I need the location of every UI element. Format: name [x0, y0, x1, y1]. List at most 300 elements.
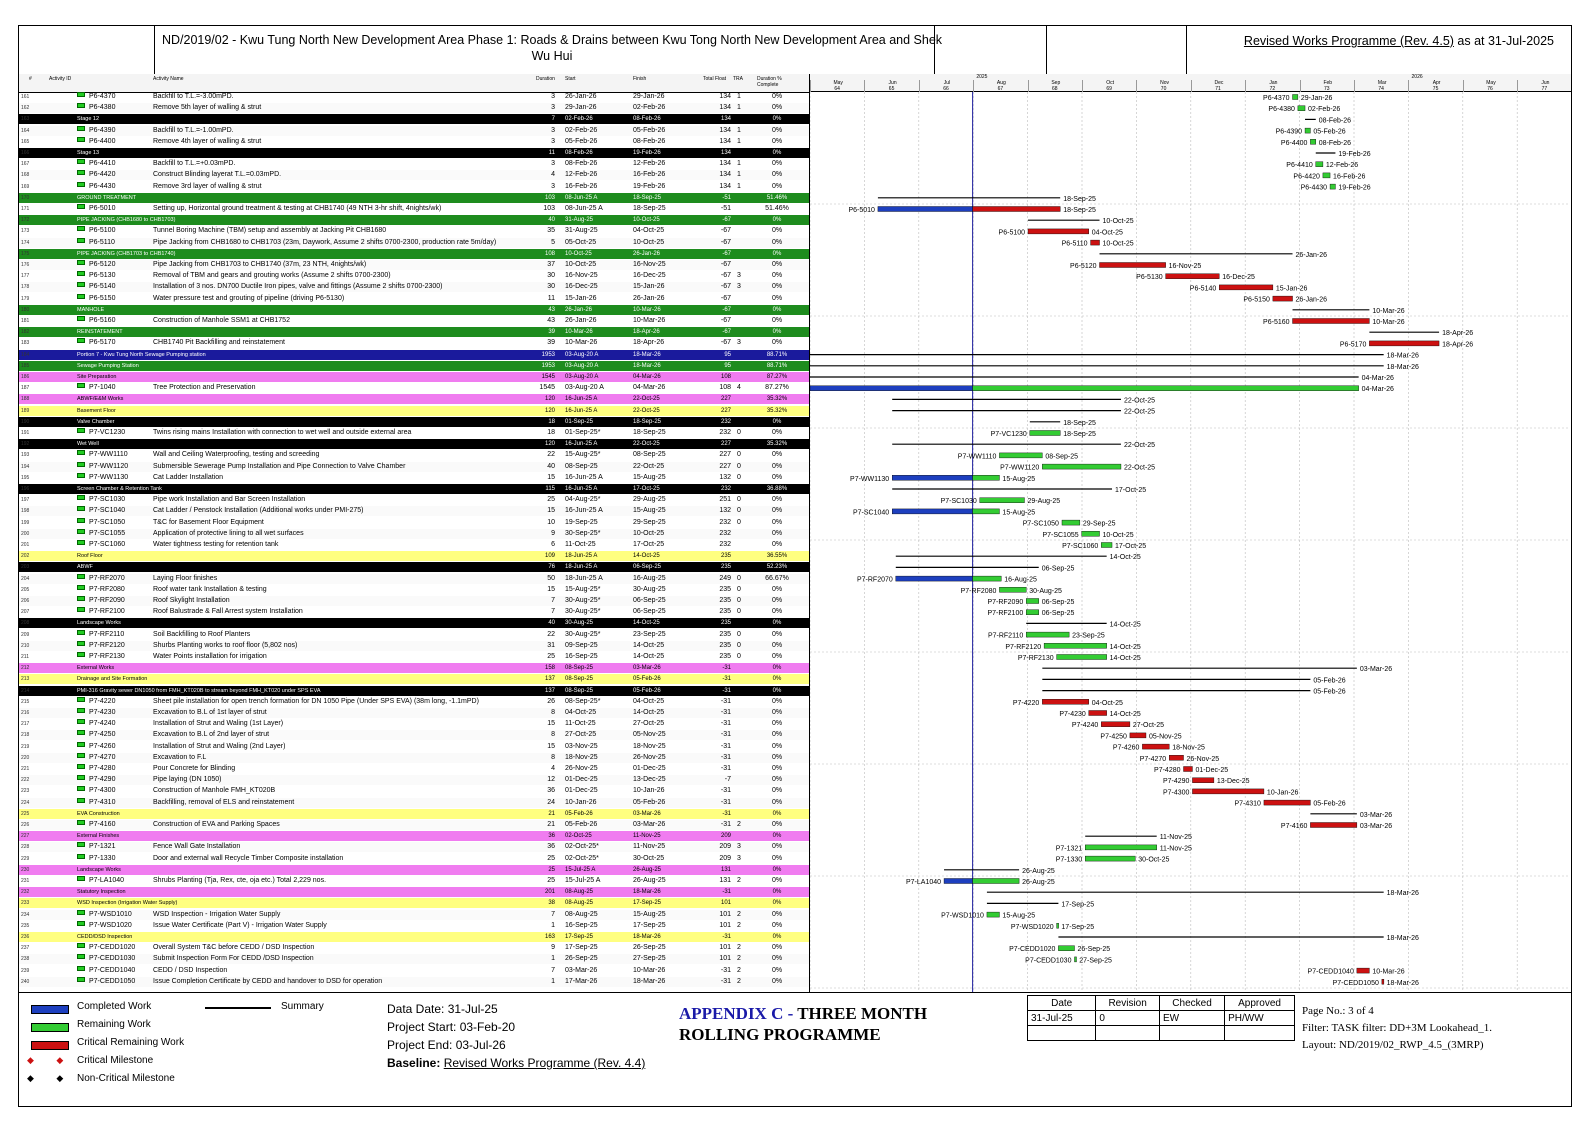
baseline-label: Baseline: [387, 1056, 444, 1070]
cell-dur: 36 [548, 833, 555, 840]
cell-dur: 36 [547, 843, 555, 851]
cell-tf: 249 [719, 574, 731, 582]
cell-id: P6-4410 [89, 160, 116, 168]
critical-bar [1293, 319, 1370, 324]
table-row[interactable] [19, 854, 809, 864]
legend-noncrit-milestone: Non-Critical Milestone [77, 1073, 175, 1084]
cell-pct: 0% [772, 620, 782, 627]
cell-dur: 30 [547, 272, 555, 280]
cell-dur: 120 [544, 441, 555, 448]
bar-label-left: P7-WSD1010 [941, 912, 984, 920]
table-row[interactable] [19, 708, 809, 718]
cell-finish: 05-Feb-26 [633, 126, 666, 134]
table-row[interactable] [19, 338, 809, 348]
cell-finish: 03-Mar-26 [633, 821, 666, 828]
cell-start: 26-Nov-25 [565, 765, 598, 772]
cell-finish: 29-Jan-26 [633, 93, 665, 100]
activity-icon [77, 876, 85, 881]
table-row[interactable] [19, 327, 809, 337]
cell-dur: 15 [547, 473, 555, 481]
table-row[interactable] [19, 238, 809, 248]
cell-n: 168 [21, 172, 30, 179]
cell-dur: 40 [547, 462, 555, 470]
cell-finish: 01-Dec-25 [633, 765, 666, 772]
month-label: Mar [1354, 80, 1409, 92]
cell-pct: 0% [771, 709, 783, 716]
table-row[interactable] [19, 473, 809, 483]
cell-id: P7-CEDD1020 [89, 944, 136, 952]
cell-id: P7-RF2080 [89, 585, 125, 593]
activity-icon [77, 204, 85, 209]
completed-bar [810, 386, 973, 391]
cell-tra: 1 [737, 104, 741, 112]
cell-dur: 7 [551, 597, 555, 604]
table-row[interactable] [19, 551, 809, 561]
table-row[interactable] [19, 204, 809, 214]
bar-label-left: P7-1330 [1055, 856, 1083, 864]
activity-icon [77, 473, 85, 478]
bar-label-right: 03-Mar-26 [1359, 666, 1393, 674]
cell-tf: -31 [720, 798, 731, 806]
cell-n: 186 [21, 374, 30, 380]
table-row[interactable] [19, 126, 809, 136]
cell-tf: -7 [724, 776, 731, 784]
cell-start: 15-Aug-25* [565, 585, 601, 593]
cell-finish: 04-Mar-26 [633, 374, 661, 380]
critical-bar [1028, 229, 1089, 234]
table-row[interactable] [19, 686, 809, 696]
bar-label-right: 11-Nov-25 [1159, 845, 1192, 853]
cell-n: 210 [21, 642, 30, 649]
cell-finish: 22-Oct-25 [633, 441, 660, 448]
critical-bar [1130, 733, 1146, 738]
col-tra: TRA [733, 76, 743, 82]
table-row[interactable] [19, 910, 809, 920]
bar-label-right: 15-Aug-25 [1002, 912, 1036, 920]
table-row[interactable] [19, 921, 809, 931]
table-row[interactable] [19, 316, 809, 326]
cell-finish: 10-Oct-25 [633, 217, 660, 224]
table-row[interactable] [19, 114, 809, 124]
table-row[interactable] [19, 742, 809, 752]
cell-dur: 25 [548, 866, 555, 873]
cell-dur: 40 [548, 217, 555, 224]
cell-start: 16-Nov-25 [565, 272, 598, 280]
cell-tf: -31 [722, 889, 731, 896]
table-row[interactable] [19, 92, 809, 102]
cell-name: WSD Inspection - Irrigation Water Supply [153, 910, 281, 918]
table-row[interactable] [19, 282, 809, 292]
cell-start: 03-Nov-25 [565, 742, 598, 750]
table-row[interactable] [19, 226, 809, 236]
cell-name: Submit Inspection Form For CEDD /DSD Inspection [153, 955, 314, 963]
cell-id: P7-4270 [89, 753, 116, 761]
table-row[interactable] [19, 641, 809, 651]
cell-pct: 0% [772, 665, 782, 672]
cell-tra: 3 [737, 843, 741, 851]
remaining-bar [1305, 128, 1310, 133]
cell-name: Cat Ladder Installation [153, 473, 224, 481]
cell-name: Water tightness testing for retention tank [153, 541, 279, 548]
table-row[interactable] [19, 260, 809, 270]
bar-label-right: 10-Jan-26 [1266, 789, 1299, 797]
legend-completed-swatch [31, 1005, 69, 1014]
cell-pct: 0% [771, 339, 783, 347]
table-row[interactable] [19, 954, 809, 964]
bar-label-right: 30-Oct-25 [1138, 856, 1170, 864]
cell-pct: 0% [771, 171, 783, 179]
table-row[interactable] [19, 428, 809, 438]
table-row[interactable] [19, 798, 809, 808]
table-row[interactable] [19, 898, 809, 908]
cell-dur: 9 [551, 529, 555, 537]
table-row[interactable] [19, 887, 809, 897]
cell-finish: 13-Dec-25 [633, 776, 666, 784]
cell-pct: 66.67% [765, 574, 789, 582]
cell-n: 170 [21, 194, 30, 201]
cell-start: 16-Jun-25 A [565, 441, 598, 448]
bar-label-left: P7-4240 [1071, 722, 1099, 730]
cell-finish: 17-Oct-25 [633, 541, 665, 548]
table-row[interactable] [19, 663, 809, 673]
activity-icon [77, 137, 85, 142]
table-row[interactable] [19, 753, 809, 763]
cell-start: 01-Dec-25 [565, 776, 598, 784]
cell-finish: 02-Feb-26 [633, 104, 666, 112]
cell-n: 172 [21, 217, 30, 224]
table-row[interactable] [19, 361, 809, 371]
cell-finish: 10-Mar-26 [633, 317, 666, 324]
cell-id: P6-4370 [89, 93, 116, 100]
table-row[interactable] [19, 943, 809, 953]
cell-name: Installation of 3 nos. DN700 Ductile Iron pipes, valve and fittings (Assume 2 shifts 0700-2300) [153, 283, 443, 291]
cell-n: 208 [21, 620, 30, 627]
table-row[interactable] [19, 394, 809, 404]
cell-start: 18-Jun-25 A [565, 564, 598, 571]
period-label: 73 [1324, 86, 1330, 92]
cell-start: 30-Sep-25* [565, 529, 601, 537]
bar-label-right: 16-Nov-25 [1168, 263, 1202, 270]
cell-name: Installation of Strut and Waling (1st Layer) [153, 720, 284, 728]
cell-dur: 22 [547, 630, 555, 638]
bar-label-left: P7-WSD1020 [1010, 923, 1054, 931]
cell-start: 02-Oct-25 [565, 833, 592, 840]
cell-tf: 227 [720, 441, 731, 448]
cell-tf: 227 [719, 451, 731, 459]
cell-tra: 0 [737, 462, 741, 470]
period-label: 77 [1541, 86, 1548, 92]
table-row[interactable] [19, 540, 809, 550]
bar-label-left: P7-4230 [1059, 711, 1086, 718]
cell-finish: 18-Mar-26 [633, 934, 661, 940]
bar-label-left: P7-RF2090 [987, 599, 1024, 606]
cell-dur: 8 [551, 709, 555, 716]
cell-pct: 52.23% [766, 564, 788, 571]
table-row[interactable] [19, 596, 809, 606]
cell-n: 230 [21, 866, 30, 873]
cell-tra: 2 [737, 944, 741, 952]
bar-label-right: 10-Oct-25 [1102, 218, 1134, 226]
baseline-link[interactable]: Revised Works Programme (Rev. 4.4) [443, 1056, 646, 1070]
cell-tf: 232 [719, 429, 731, 436]
cell-tf: -31 [722, 665, 731, 672]
cell-id: P7-SC1050 [89, 518, 126, 526]
cell-finish: 17-Sep-25 [633, 921, 666, 929]
remaining-bar [987, 912, 1000, 917]
cell-name: Construction of Manhole FMH_KT020B [153, 787, 276, 795]
cell-n: 173 [21, 228, 30, 235]
layout-text: Layout: ND/2019/02_RWP_4.5_(3MRP) [1302, 1039, 1484, 1051]
cell-id: External Finishes [77, 833, 120, 840]
table-row[interactable] [19, 170, 809, 180]
cell-tra: 4 [737, 384, 741, 392]
cell-name: Application of protective lining to all wet surfaces [153, 529, 304, 537]
table-row[interactable] [19, 730, 809, 740]
critical-bar [1310, 823, 1356, 828]
bar-label-left: P7-SC1030 [940, 498, 977, 506]
table-row[interactable] [19, 562, 809, 572]
cell-id: Portion 7 - Kwu Tung North Sewage Pumping station [77, 351, 206, 358]
table-row[interactable] [19, 159, 809, 169]
table-row[interactable] [19, 484, 809, 494]
table-row[interactable] [19, 820, 809, 830]
activity-icon [77, 92, 85, 97]
cell-pct: 0% [771, 317, 783, 324]
table-row[interactable] [19, 495, 809, 505]
table-row[interactable] [19, 350, 809, 360]
cell-pct: 0% [771, 541, 783, 548]
remaining-bar [1074, 957, 1076, 962]
cell-tf: -31 [720, 821, 731, 828]
table-row[interactable] [19, 809, 809, 819]
cell-n: 180 [21, 306, 30, 313]
table-row[interactable] [19, 932, 809, 942]
activity-icon [77, 226, 85, 231]
table-row[interactable] [19, 450, 809, 460]
bar-label-right: 18-Sep-25 [1063, 419, 1096, 427]
table-row[interactable] [19, 148, 809, 158]
bar-label-right: 18-Mar-26 [1386, 979, 1419, 987]
bar-label-left: P7-SC1060 [1062, 543, 1099, 550]
cell-n: 169 [21, 183, 30, 190]
cell-finish: 14-Oct-25 [633, 641, 665, 649]
cell-id: P6-5110 [89, 238, 115, 246]
table-row[interactable] [19, 215, 809, 225]
cell-n: 204 [21, 575, 30, 582]
cell-finish: 18-Sep-25 [633, 418, 662, 425]
cell-n: 205 [21, 586, 30, 593]
revision-link[interactable]: Revised Works Programme (Rev. 4.5) [1243, 34, 1454, 48]
cell-id: ABWF [77, 564, 93, 571]
period-label: 64 [834, 86, 840, 92]
table-row[interactable] [19, 652, 809, 662]
cell-tf: -31 [720, 731, 731, 739]
table-row[interactable] [19, 618, 809, 628]
cell-id: P7-SC1055 [89, 529, 126, 537]
remaining-bar [1026, 632, 1069, 637]
cell-pct: 0% [771, 473, 783, 481]
cell-tf: 235 [720, 620, 731, 627]
table-row[interactable] [19, 585, 809, 595]
cell-start: 03-Aug-20 A [565, 384, 604, 392]
table-row[interactable] [19, 383, 809, 393]
cell-n: 224 [21, 799, 30, 806]
table-row[interactable] [19, 786, 809, 796]
data-date: Data Date: 31-Jul-25 [387, 1002, 498, 1016]
cell-pct: 0% [772, 116, 782, 123]
table-row[interactable] [19, 271, 809, 281]
bar-label-right: 22-Oct-25 [1123, 408, 1156, 416]
cell-tf: -67 [722, 217, 731, 224]
cell-n: 211 [21, 654, 29, 660]
remaining-bar [973, 576, 1002, 581]
cell-name: Fence Wall Gate Installation [153, 843, 241, 851]
appendix-title [679, 1003, 927, 1045]
bar-label-left: P7-RF2120 [1005, 643, 1042, 651]
cell-dur: 36 [547, 787, 555, 795]
completed-bar [896, 576, 973, 581]
cell-pct: 0% [771, 921, 783, 929]
table-row[interactable] [19, 966, 809, 976]
month-label: Feb [1300, 80, 1355, 92]
cell-start: 10-Oct-25 [565, 250, 592, 257]
table-row[interactable] [19, 764, 809, 774]
cell-start: 16-Jun-25 A [565, 473, 603, 481]
cell-name: Setting up, Horizontal ground treatment & testing at CHB1740 (49 NTH 3-hr shift, 4nights/wk) [153, 205, 442, 212]
table-row[interactable] [19, 182, 809, 192]
cell-tf: 209 [720, 833, 731, 840]
table-row[interactable] [19, 775, 809, 785]
cell-id: P6-5130 [89, 272, 116, 280]
cell-n: 220 [21, 754, 30, 761]
bar-label-left: P6-5130 [1136, 274, 1163, 282]
remaining-bar [973, 386, 1359, 391]
cell-id: P7-1330 [89, 854, 116, 862]
cell-pct: 0% [772, 900, 782, 907]
cell-n: 221 [21, 766, 30, 772]
cell-n: 200 [21, 530, 30, 537]
table-row[interactable] [19, 439, 809, 449]
cell-start: 08-Jun-25 A [565, 194, 598, 201]
table-row[interactable] [19, 831, 809, 841]
cell-start: 05-Feb-26 [565, 137, 598, 145]
cell-finish: 22-Oct-25 [633, 396, 660, 403]
cell-finish: 16-Aug-25 [633, 574, 666, 582]
bar-label-right: 30-Aug-25 [1029, 587, 1062, 595]
bar-label-left: P6-4410 [1286, 162, 1313, 170]
cell-id: P7-4230 [89, 709, 116, 716]
cell-tf: -67 [720, 283, 731, 291]
table-row[interactable] [19, 193, 809, 203]
cell-id: P7-4290 [89, 776, 116, 784]
cell-finish: 23-Sep-25 [633, 630, 666, 638]
cell-dur: 158 [544, 665, 555, 672]
table-row[interactable] [19, 417, 809, 427]
cell-finish: 26-Aug-25 [633, 877, 666, 884]
table-row[interactable] [19, 842, 809, 852]
table-row[interactable] [19, 865, 809, 875]
table-row[interactable] [19, 977, 809, 987]
cell-tf: 235 [720, 553, 731, 560]
bar-label-right: 18-Sep-25 [1063, 207, 1096, 214]
table-row[interactable] [19, 518, 809, 528]
table-row[interactable] [19, 506, 809, 516]
cell-dur: 40 [548, 620, 555, 627]
bar-label-right: 17-Oct-25 [1115, 543, 1147, 550]
bar-label-left: P7-WW1130 [850, 475, 890, 483]
cell-name: Door and external wall Recycle Timber Composite installation [153, 854, 344, 862]
cell-name: Backfill to T.L.=+0.03mPD. [153, 160, 236, 168]
activity-icon [77, 316, 85, 321]
legend-remaining: Remaining Work [77, 1019, 151, 1030]
table-row[interactable] [19, 607, 809, 617]
cell-finish: 06-Sep-25 [633, 608, 666, 616]
cell-name: Laying Floor finishes [153, 574, 218, 582]
table-row[interactable] [19, 372, 809, 382]
bar-label-right: 04-Oct-25 [1091, 229, 1123, 237]
cell-dur: 1953 [541, 362, 555, 369]
cell-n: 162 [21, 105, 30, 112]
legend-crit-milestone: Critical Milestone [77, 1055, 154, 1066]
table-row[interactable] [19, 305, 809, 315]
bar-label-left: P7-4160 [1280, 823, 1308, 830]
cell-tf: 131 [719, 877, 731, 884]
cell-id: P7-WW1130 [89, 473, 129, 481]
remaining-bar [1030, 431, 1060, 436]
remaining-bar [1323, 173, 1330, 178]
table-row[interactable] [19, 103, 809, 113]
bar-label-right: 13-Dec-25 [1216, 778, 1250, 786]
bar-label-right: 14-Oct-25 [1109, 621, 1141, 629]
blank-cell-2 [1047, 26, 1187, 74]
table-row[interactable] [19, 674, 809, 684]
activity-icon [77, 294, 85, 299]
cell-id: P7-RF2070 [89, 574, 125, 582]
bar-label-right: 18-Nov-25 [1172, 744, 1205, 752]
remaining-bar [1058, 946, 1074, 951]
table-row[interactable] [19, 697, 809, 707]
cell-pct: 0% [771, 429, 783, 436]
bar-label-right: 14-Oct-25 [1109, 655, 1141, 662]
cell-name: Backfilling, removal of ELS and reinstatement [153, 798, 295, 806]
table-row[interactable] [19, 406, 809, 416]
table-row[interactable] [19, 137, 809, 147]
activity-icon [77, 529, 85, 534]
bar-label-right: 26-Aug-25 [1022, 879, 1055, 886]
cell-n: 218 [21, 732, 30, 739]
cell-dur: 163 [544, 934, 555, 940]
cell-dur: 1545 [539, 384, 555, 392]
cell-start: 01-Sep-25 [565, 418, 594, 425]
cell-pct: 36.88% [766, 486, 788, 492]
activity-icon [77, 450, 85, 455]
table-row[interactable] [19, 630, 809, 640]
cell-pct: 0% [771, 137, 783, 145]
cell-start: 16-Feb-26 [565, 182, 598, 190]
table-row[interactable] [19, 462, 809, 472]
table-row[interactable] [19, 574, 809, 584]
project-start: Project Start: 03-Feb-20 [387, 1020, 516, 1034]
cell-name: Wall and Ceiling Waterproofing, testing and screeding [153, 451, 320, 459]
table-row[interactable] [19, 876, 809, 886]
table-row[interactable] [19, 294, 809, 304]
table-row[interactable] [19, 529, 809, 539]
cell-n: 171 [21, 206, 30, 212]
cell-dur: 115 [545, 486, 555, 492]
table-row[interactable] [19, 719, 809, 729]
cell-name: Twins rising mains Installation with connection to wet well and outside external area [153, 429, 412, 436]
table-row[interactable] [19, 249, 809, 259]
